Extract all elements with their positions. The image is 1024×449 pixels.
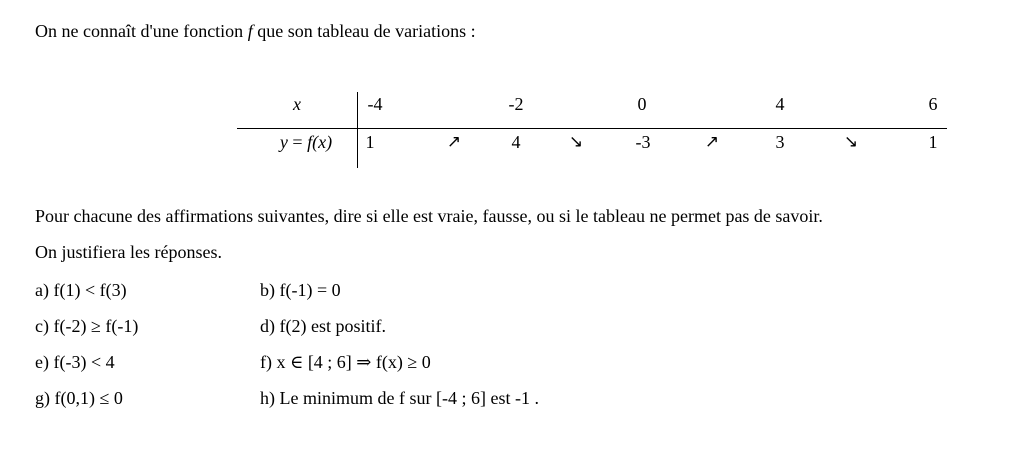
intro-text-end: que son tableau de variations : [252,21,476,41]
instructions-paragraph: Pour chacune des affirmations suivantes, dire si elle est vraie, fausse, ou si le tableau ne permet pas de savoir. [35,206,823,226]
y-argument: (x) [312,132,333,152]
x-value: 6 [928,94,938,114]
statement-a: a) f(1) < f(3) [35,280,127,300]
x-row-label: x [293,94,301,114]
decreasing-arrow-icon: ↘ [843,132,859,152]
y-symbol: y [279,132,288,152]
y-value: 1 [928,132,938,152]
decreasing-arrow-icon: ↘ [568,132,584,152]
intro-sentence [35,20,476,42]
x-value: -4 [367,94,383,114]
table-horizontal-line [237,128,947,129]
y-row-label [256,131,356,153]
y-value: -3 [635,132,651,152]
statement-b: b) f(-1) = 0 [260,280,341,300]
intro-text-start: On ne connaît d'une fonction [35,21,248,41]
y-equals: = [287,132,308,152]
table-vertical-line [357,92,358,168]
y-function-name: f [307,132,313,152]
intro-function-name: f [247,21,253,41]
statement-c: c) f(-2) ≥ f(-1) [35,316,139,336]
y-value: 4 [511,132,521,152]
x-value: 4 [775,94,785,114]
justification-paragraph: On justifiera les réponses. [35,242,222,262]
x-value: -2 [508,94,524,114]
statement-h: h) Le minimum de f sur [-4 ; 6] est -1 . [260,388,539,408]
statement-e: e) f(-3) < 4 [35,352,115,372]
increasing-arrow-icon: ↗ [446,132,462,152]
statement-f: f) x ∈ [4 ; 6] ⇒ f(x) ≥ 0 [260,352,431,372]
statement-d: d) f(2) est positif. [260,316,386,336]
increasing-arrow-icon: ↗ [704,132,720,152]
y-value: 1 [365,132,375,152]
x-value: 0 [637,94,647,114]
statement-g: g) f(0,1) ≤ 0 [35,388,123,408]
y-value: 3 [775,132,785,152]
